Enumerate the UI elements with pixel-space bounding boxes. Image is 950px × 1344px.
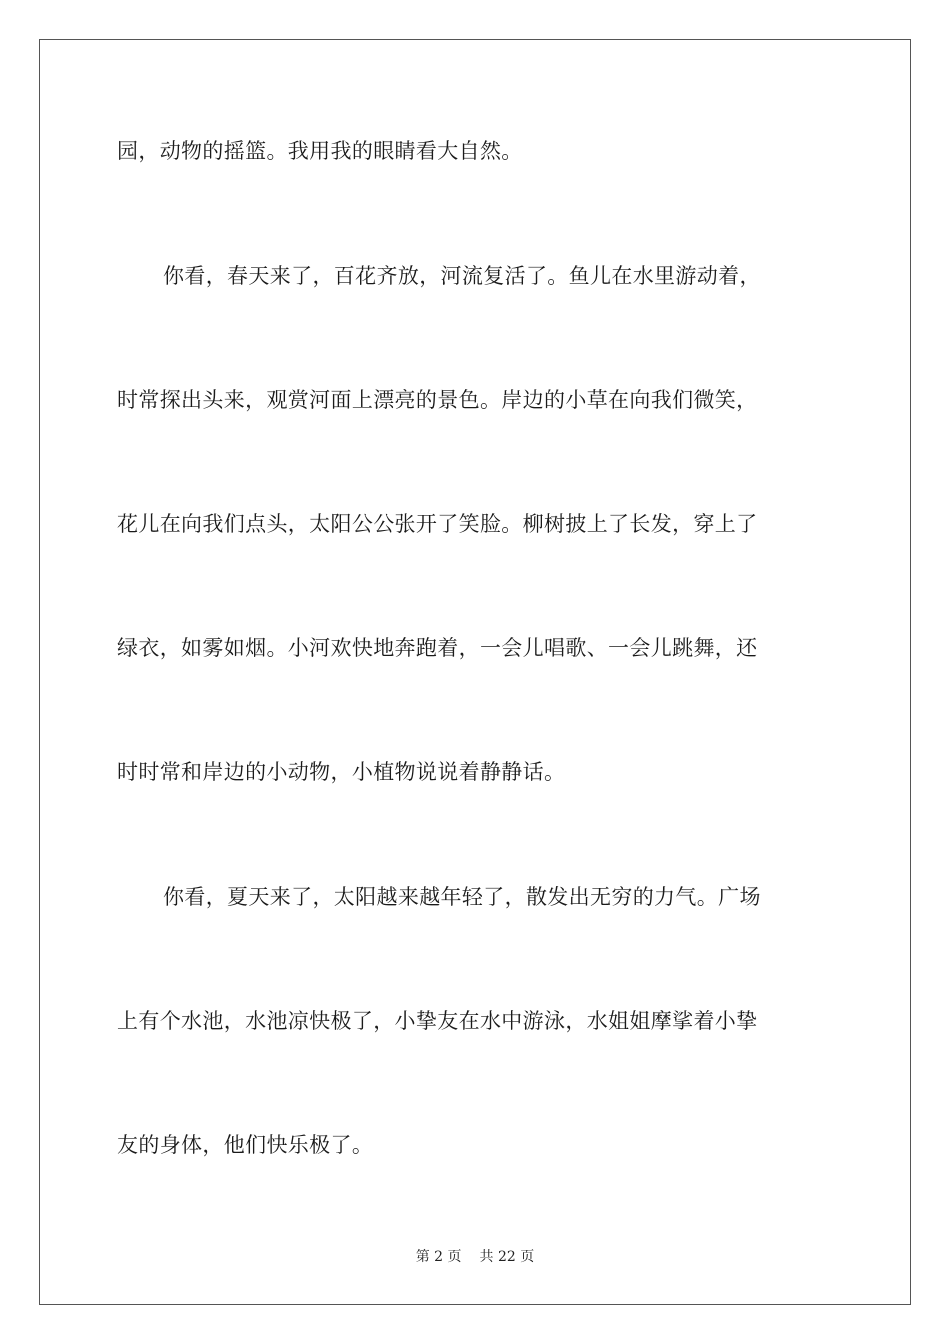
page-number: 第 2 页 <box>415 1249 462 1265</box>
paragraph-start-line: 你看，春天来了，百花齐放，河流复活了。鱼儿在水里游动着， <box>163 264 761 288</box>
paragraph-start-line: 你看，夏天来了，太阳越来越年轻了，散发出无穷的力气。广场 <box>163 885 761 909</box>
text-line: 花儿在向我们点头，太阳公公张开了笑脸。柳树披上了长发，穿上了 <box>117 512 758 536</box>
text-line: 友的身体，他们快乐极了。 <box>117 1133 374 1157</box>
text-line: 园，动物的摇篮。我用我的眼睛看大自然。 <box>117 139 523 163</box>
text-line: 时常探出头来，观赏河面上漂亮的景色。岸边的小草在向我们微笑， <box>117 388 758 412</box>
text-line: 时时常和岸边的小动物，小植物说说着静静话。 <box>117 760 566 784</box>
page-footer <box>0 1246 950 1266</box>
text-line: 绿衣，如雾如烟。小河欢快地奔跑着，一会儿唱歌、一会儿跳舞，还 <box>117 636 758 660</box>
page-border <box>39 39 911 1305</box>
page-total: 共 22 页 <box>479 1249 535 1265</box>
text-line: 上有个水池，水池凉快极了，小挚友在水中游泳，水姐姐摩挲着小挚 <box>117 1009 758 1033</box>
